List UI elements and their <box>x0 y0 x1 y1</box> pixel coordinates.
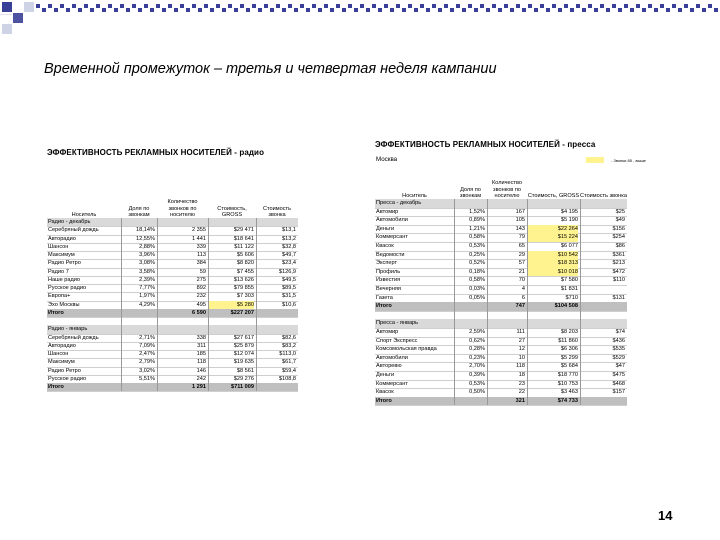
press-cell: $710 <box>565 294 578 301</box>
radio-cell: 232 <box>196 293 206 300</box>
press-col-divider <box>454 199 455 405</box>
press-cell <box>455 319 485 328</box>
radio-cell: $83,2 <box>282 342 296 349</box>
press-cell <box>528 311 578 320</box>
radio-cell: $11 122 <box>234 243 254 250</box>
press-cell: $22 264 <box>528 225 578 234</box>
radio-cell: $7 303 <box>236 293 254 300</box>
radio-cell: $49,7 <box>282 252 296 258</box>
press-cell: 0,23% <box>469 354 485 361</box>
press-cell: $131 <box>612 294 625 301</box>
radio-cell: Максимум <box>48 359 75 366</box>
legend-swatch <box>586 157 604 163</box>
press-cell: Итого <box>376 397 392 404</box>
press-cell: 12 <box>518 346 525 353</box>
press-city: Москва <box>376 156 398 163</box>
radio-cell: Авторадио <box>48 342 76 349</box>
radio-cell: 2,88% <box>139 243 155 250</box>
radio-row <box>47 317 298 325</box>
radio-cell: Радио - декабрь <box>48 219 91 225</box>
radio-cell: $29 276 <box>233 375 254 382</box>
press-cell: $4 195 <box>560 208 578 215</box>
radio-cell: Шансон <box>48 243 69 250</box>
press-cell: Пресса - декабрь <box>376 200 422 206</box>
radio-cell: 339 <box>196 243 206 250</box>
press-cell: Вечерняя <box>376 286 401 292</box>
press-cell: 21 <box>518 268 525 275</box>
radio-cell: 338 <box>196 334 206 341</box>
radio-cell <box>158 325 206 333</box>
radio-cell: 275 <box>196 276 206 283</box>
press-header-0: Носитель <box>402 192 427 199</box>
radio-cell <box>158 317 206 325</box>
radio-cell: 18,14% <box>136 227 155 234</box>
radio-cell: $108,8 <box>278 375 296 382</box>
radio-cell: 12,55% <box>136 235 155 242</box>
radio-cell: $227 207 <box>230 309 254 316</box>
radio-cell: $31,5 <box>282 293 296 300</box>
radio-col-divider <box>121 218 122 391</box>
radio-header-4: Стоимость звонка <box>262 205 291 218</box>
radio-cell: $8 820 <box>236 260 254 267</box>
press-cell: $436 <box>612 337 625 344</box>
radio-cell <box>122 383 155 391</box>
radio-cell <box>257 218 296 226</box>
press-cell: $74 733 <box>557 397 578 404</box>
press-cell: 57 <box>518 260 525 267</box>
radio-cell: $711 009 <box>230 384 254 390</box>
radio-cell: Радио - январь <box>48 326 88 333</box>
radio-cell: 3,08% <box>139 260 155 267</box>
press-cell: 0,25% <box>469 251 485 258</box>
radio-cell <box>48 317 119 325</box>
press-cell: $25 <box>615 208 625 215</box>
radio-cell: 1,97% <box>139 293 155 300</box>
radio-cell: $49,5 <box>282 276 296 283</box>
press-cell <box>581 319 625 328</box>
radio-cell: 1 441 <box>192 235 206 242</box>
radio-cell <box>209 218 254 226</box>
radio-cell: 2,39% <box>139 276 155 283</box>
press-col-divider <box>487 199 488 405</box>
radio-cell: 6 590 <box>192 309 206 316</box>
press-cell <box>455 199 485 208</box>
press-cell: $74 <box>615 329 625 335</box>
press-cell: Коммерсант <box>376 380 408 387</box>
radio-header-3: Стоимость, GROSS <box>217 205 247 218</box>
press-row <box>375 397 627 407</box>
press-cell: Ведомости <box>376 251 405 258</box>
press-cell: $11 860 <box>558 337 578 344</box>
radio-cell <box>209 317 254 325</box>
radio-cell: 384 <box>196 260 206 267</box>
press-cell: 167 <box>515 208 525 215</box>
radio-cell: $27 617 <box>233 334 254 341</box>
press-cell <box>581 285 625 294</box>
radio-cell <box>257 309 296 317</box>
press-cell: $10 018 <box>528 268 578 277</box>
radio-cell <box>122 325 155 333</box>
press-cell: Деньги <box>376 225 395 232</box>
radio-cell: 2,47% <box>139 351 155 357</box>
radio-cell: 2 355 <box>192 227 206 234</box>
press-cell: $18 313 <box>528 259 578 268</box>
radio-cell <box>122 218 155 226</box>
radio-cell: Европа+ <box>48 293 71 300</box>
radio-cell: 4,29% <box>139 301 155 308</box>
radio-col-divider <box>157 218 158 391</box>
press-cell: Газета <box>376 294 393 301</box>
press-cell <box>488 319 525 328</box>
radio-cell <box>257 317 296 325</box>
radio-cell: $7 455 <box>236 268 254 275</box>
press-cell: $10 542 <box>528 251 578 260</box>
radio-cell: 185 <box>196 351 206 357</box>
press-cell: 1,52% <box>469 208 485 215</box>
radio-cell: $29 471 <box>233 227 254 234</box>
radio-cell: Авторадио <box>48 235 76 242</box>
radio-header-0: Носитель <box>71 211 97 218</box>
press-cell: 0,05% <box>469 294 485 301</box>
press-cell: 0,62% <box>469 337 485 344</box>
press-cell: Известия <box>376 277 401 284</box>
press-cell: 0,18% <box>469 268 485 275</box>
press-cell: $10 753 <box>557 380 578 387</box>
press-cell: Автомобили <box>376 354 408 361</box>
radio-cell <box>209 325 254 333</box>
radio-cell: 311 <box>197 342 206 349</box>
press-cell: $47 <box>615 363 625 370</box>
radio-cell: $5 606 <box>236 252 254 258</box>
radio-cell: $19 635 <box>233 359 254 366</box>
press-cell <box>528 199 578 208</box>
press-cell: 0,03% <box>469 286 485 292</box>
press-cell: Итого <box>376 303 392 310</box>
press-cell <box>581 199 625 208</box>
radio-cell: Максимум <box>48 252 75 258</box>
radio-cell: $25 879 <box>233 342 254 349</box>
radio-col-divider <box>256 218 257 391</box>
press-cell: $472 <box>612 268 625 275</box>
radio-cell <box>257 325 296 333</box>
radio-cell: 3,58% <box>139 268 155 275</box>
radio-cell: $5 280 <box>209 301 254 309</box>
press-cell: Эксперт <box>376 260 398 267</box>
radio-cell: $18 641 <box>233 235 254 242</box>
press-cell: $5 190 <box>560 217 578 224</box>
press-cell: Коммерсант <box>376 234 408 241</box>
radio-cell: 2,79% <box>139 359 155 366</box>
radio-cell: 59 <box>199 268 206 275</box>
press-cell: $475 <box>612 372 625 378</box>
press-cell: 65 <box>518 243 525 249</box>
radio-cell: Радио Ретро <box>48 367 81 374</box>
radio-cell: $61,7 <box>282 359 296 366</box>
press-cell: $8 203 <box>560 329 578 335</box>
press-table-title: ЭФФЕКТИВНОСТЬ РЕКЛАМНЫХ НОСИТЕЛЕЙ - пресса <box>375 140 596 149</box>
press-header-2: Количество звонков по носителю <box>491 180 523 199</box>
press-cell <box>376 311 452 320</box>
press-cell: 2,70% <box>469 363 485 370</box>
radio-cell: Радио Ретро <box>48 260 81 267</box>
slide-title: Временной промежуток – третья и четвертая неделя кампании <box>44 61 497 77</box>
press-cell: $535 <box>612 346 625 353</box>
radio-cell: Русское радио <box>48 375 87 382</box>
press-cell: $529 <box>612 354 625 361</box>
press-header-1: Доля по звонкам <box>459 186 482 199</box>
radio-cell: 892 <box>196 285 206 291</box>
radio-row <box>47 383 298 392</box>
press-header-3: Стоимость, GROSS <box>527 192 580 199</box>
radio-cell: 1 291 <box>192 384 206 390</box>
press-cell: $1 831 <box>560 286 578 292</box>
press-cell: 79 <box>518 234 525 241</box>
radio-cell: $13,1 <box>282 227 296 234</box>
press-cell: Квасок <box>376 389 394 396</box>
press-cell: Деньги <box>376 372 395 378</box>
press-cell: 27 <box>518 337 525 344</box>
radio-cell: 3,02% <box>139 367 155 374</box>
press-cell: 1,21% <box>469 225 485 232</box>
press-cell <box>455 302 485 311</box>
radio-cell: Эхо Москвы <box>48 301 80 308</box>
press-cell: $18 770 <box>557 372 578 378</box>
radio-cell <box>122 317 155 325</box>
radio-cell: $82,6 <box>282 334 296 341</box>
page-number: 14 <box>658 508 673 523</box>
radio-cell: 2,71% <box>139 334 155 341</box>
press-header-4: Стоимость звонка <box>580 192 627 199</box>
press-cell: 23 <box>518 380 525 387</box>
press-cell: 0,50% <box>469 389 485 396</box>
radio-cell: $79 855 <box>233 285 254 291</box>
radio-cell <box>122 309 155 317</box>
press-cell: $110 <box>612 277 625 284</box>
press-cell: 0,58% <box>469 277 485 284</box>
radio-cell: Наше радио <box>48 276 81 283</box>
press-cell: $6 306 <box>560 346 578 353</box>
press-cell: 6 <box>521 294 525 301</box>
press-cell: $361 <box>612 251 625 258</box>
press-cell: 747 <box>515 303 525 310</box>
press-cell: Автомир <box>376 329 399 335</box>
radio-cell: 242 <box>196 375 206 382</box>
radio-cell: $13 626 <box>233 276 254 283</box>
press-cell: $213 <box>612 260 625 267</box>
press-cell <box>581 311 625 320</box>
press-cell: Профиль <box>376 268 401 275</box>
press-cell <box>488 199 525 208</box>
press-cell: $86 <box>615 243 625 249</box>
press-cell: $468 <box>612 380 625 387</box>
radio-table-title: ЭФФЕКТИВНОСТЬ РЕКЛАМНЫХ НОСИТЕЛЕЙ - радио <box>47 148 265 157</box>
press-cell: Квасок <box>376 243 394 249</box>
press-cell: $15 224 <box>528 233 578 242</box>
press-cell: $3 463 <box>560 389 578 396</box>
radio-cell <box>257 383 296 391</box>
press-cell: Авторевю <box>376 363 402 370</box>
radio-cell: $10,6 <box>282 301 296 308</box>
radio-header-2: Количество звонков по носителю <box>167 199 198 218</box>
press-cell <box>528 319 578 328</box>
radio-cell: 113 <box>197 252 206 258</box>
press-cell <box>488 311 525 320</box>
press-row <box>375 311 627 320</box>
radio-col-divider <box>208 218 209 391</box>
radio-cell: $59,4 <box>282 367 296 374</box>
radio-cell: Радио 7 <box>48 268 69 275</box>
press-cell: Автомобили <box>376 217 408 224</box>
radio-cell: Серебряный дождь <box>48 227 99 234</box>
press-cell: 118 <box>516 363 525 370</box>
press-cell: 143 <box>515 225 525 232</box>
press-cell: 0,53% <box>469 243 485 249</box>
decorative-squares <box>0 0 720 40</box>
press-cell: 0,39% <box>469 372 485 378</box>
press-cell: $156 <box>612 225 625 232</box>
press-cell: 22 <box>518 389 525 396</box>
press-cell: 0,89% <box>469 217 485 224</box>
press-cell: 10 <box>518 354 525 361</box>
radio-cell: $13,2 <box>282 235 296 242</box>
radio-cell: 5,51% <box>139 375 155 382</box>
press-cell: $104 508 <box>554 303 578 310</box>
radio-cell: $8 561 <box>236 367 254 374</box>
press-cell: Комсомольская правда <box>376 346 437 353</box>
press-cell: 321 <box>515 397 525 404</box>
press-cell: $254 <box>612 234 625 241</box>
radio-cell: Итого <box>48 384 64 390</box>
press-cell: $5 684 <box>560 363 578 370</box>
press-cell: 105 <box>515 217 525 224</box>
press-cell: Автомир <box>376 208 399 215</box>
press-cell: $5 299 <box>560 354 578 361</box>
press-cell: 2,59% <box>469 329 485 335</box>
press-cell: 0,58% <box>469 234 485 241</box>
press-cell: $49 <box>615 217 625 224</box>
press-cell: 4 <box>521 286 525 292</box>
radio-cell: 118 <box>197 359 206 366</box>
radio-cell: $126,9 <box>278 268 296 275</box>
press-cell: Пресса - январь <box>376 320 419 327</box>
press-cell: 18 <box>518 372 525 378</box>
radio-cell: $23,4 <box>282 260 296 267</box>
radio-cell: $12 074 <box>233 351 254 357</box>
radio-header-1: Доля по звонкам <box>128 205 150 218</box>
press-col-divider <box>580 199 581 405</box>
radio-cell <box>158 218 206 226</box>
press-cell: 70 <box>518 277 525 284</box>
press-cell: 0,53% <box>469 380 485 387</box>
radio-cell: $89,5 <box>282 285 296 291</box>
press-cell: Спорт Экспресс <box>376 337 418 344</box>
press-cell: 0,28% <box>469 346 485 353</box>
radio-cell: $32,8 <box>282 243 296 250</box>
press-cell: $6 077 <box>560 243 578 249</box>
radio-cell: $113,0 <box>279 351 296 357</box>
press-cell <box>455 397 485 406</box>
press-cell <box>581 397 625 406</box>
radio-cell: Итого <box>48 309 64 316</box>
legend-text: - Звонки 85 - выше <box>611 158 646 163</box>
press-cell: 111 <box>516 329 525 335</box>
press-cell: $7 580 <box>560 277 578 284</box>
press-cell <box>455 311 485 320</box>
radio-cell: 7,09% <box>139 342 155 349</box>
radio-cell: 3,96% <box>139 252 155 258</box>
radio-cell: 495 <box>196 301 206 308</box>
press-cell: 29 <box>518 251 525 258</box>
radio-cell: Серебряный дождь <box>48 334 99 341</box>
press-cell: 0,52% <box>469 260 485 267</box>
radio-cell: 7,77% <box>139 285 155 291</box>
press-cell: $157 <box>612 389 625 396</box>
radio-cell: 146 <box>196 367 206 374</box>
radio-cell: Русское радио <box>48 285 87 291</box>
radio-cell: Шансон <box>48 351 69 357</box>
press-col-divider <box>527 199 528 405</box>
press-cell <box>581 302 625 311</box>
